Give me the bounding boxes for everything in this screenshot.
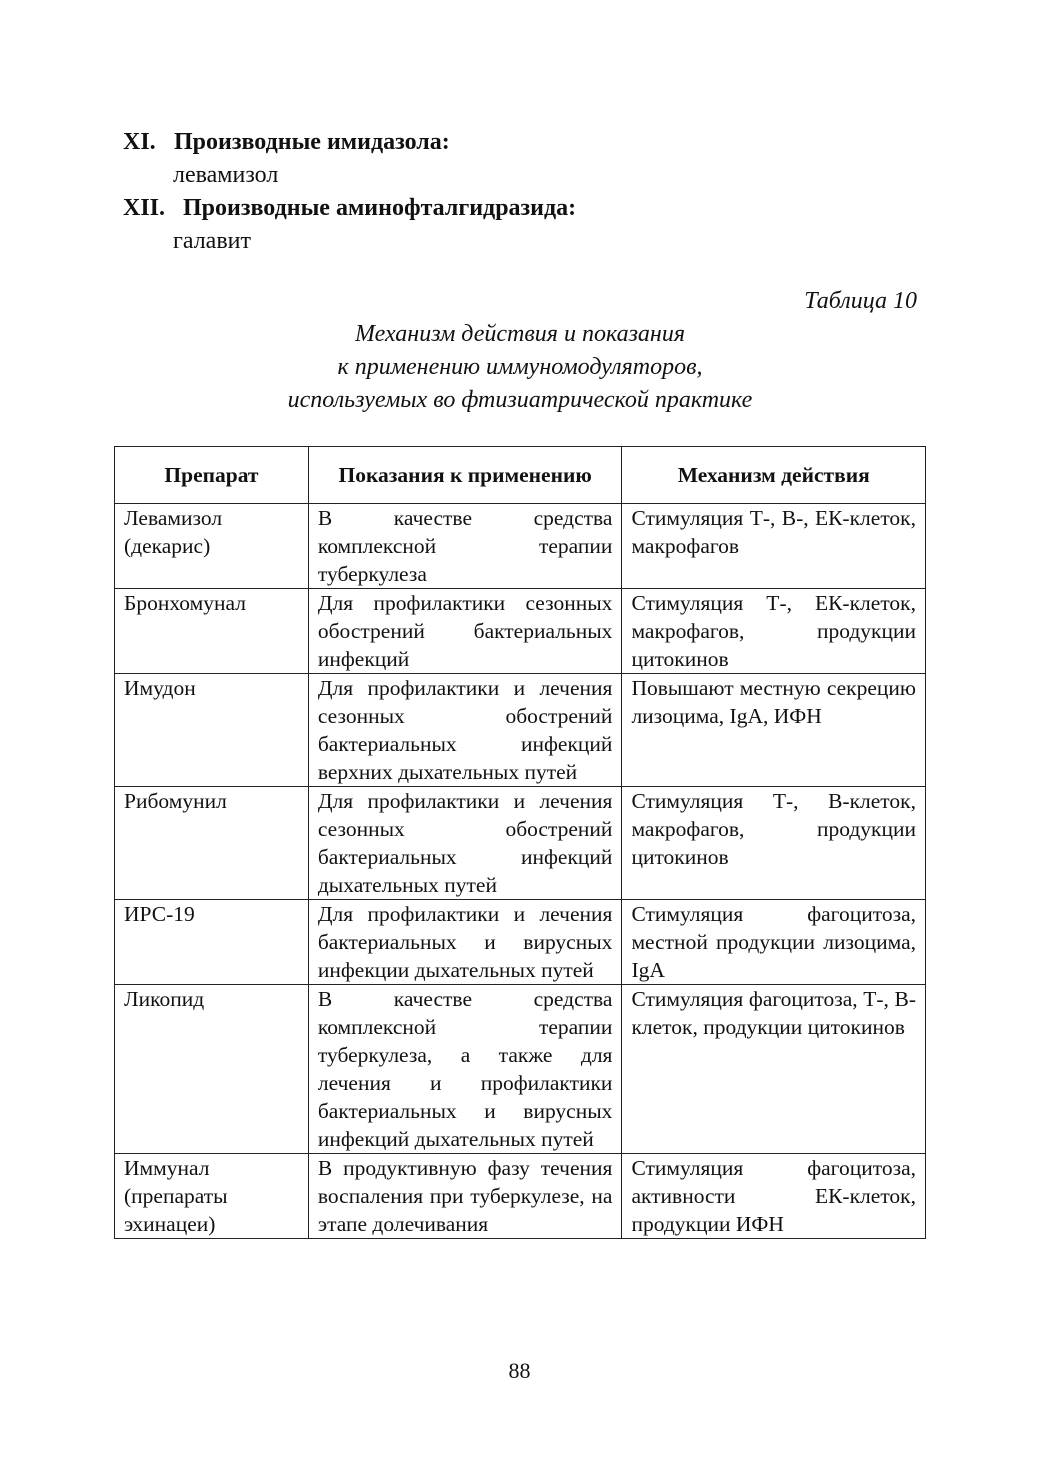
immunomodulators-table (114, 446, 926, 1239)
section-heading (123, 126, 576, 159)
header-indications: Показания к применению (308, 447, 622, 504)
cell-drug: Ликопид (115, 985, 309, 1154)
section-title: Производные имидазола: (174, 129, 450, 155)
section-title: Производные аминофталгидразида: (183, 195, 577, 221)
cell-drug: Имудон (115, 674, 309, 787)
cell-drug: Бронхомунал (115, 589, 309, 674)
caption-line: Механизм действия и показания (354, 321, 685, 347)
table-body (115, 504, 926, 1239)
cell-indications: Для профилактики и лечения сезонных обострений бактериальных инфекций дыхательных путей (308, 787, 622, 900)
header-drug: Препарат (115, 447, 309, 504)
section-heading (123, 192, 576, 225)
section-item: галавит (173, 228, 251, 254)
cell-mechanism: Стимуляция Т-, ЕК-клеток, макрофагов, продукции цитокинов (622, 589, 926, 674)
table-row (115, 589, 926, 674)
drug-group-section (123, 126, 576, 258)
cell-mechanism: Стимуляция фагоцитоза, активности ЕК-клеток, продукции ИФН (622, 1154, 926, 1239)
table-row (115, 1154, 926, 1239)
table-caption (120, 318, 920, 417)
section-number: XII. (123, 195, 166, 221)
cell-indications: Для профилактики и лечения сезонных обострений бактериальных инфекций верхних дыхательных путей (308, 674, 622, 787)
cell-drug: Рибомунил (115, 787, 309, 900)
table-header-row (115, 447, 926, 504)
cell-mechanism: Повышают местную секрецию лизоцима, IgA, ИФН (622, 674, 926, 787)
caption-line: используемых во фтизиатрической практике (287, 387, 753, 413)
cell-mechanism: Стимуляция фагоцитоза, местной продукции лизоцима, IgA (622, 900, 926, 985)
cell-drug: Левамизол (декарис) (115, 504, 309, 589)
table-row (115, 787, 926, 900)
table-row (115, 985, 926, 1154)
table-row (115, 674, 926, 787)
section-number: XI. (123, 129, 156, 155)
page-number: 88 (508, 1358, 531, 1383)
cell-mechanism: Стимуляция Т-, В-, ЕК-клеток, макрофагов (622, 504, 926, 589)
cell-drug: ИРС-19 (115, 900, 309, 985)
table-label: Таблица 10 (804, 288, 917, 314)
table-row (115, 504, 926, 589)
cell-indications: Для профилактики и лечения бактериальных и вирусных инфекции дыхательных путей (308, 900, 622, 985)
cell-drug: Иммунал (препараты эхинацеи) (115, 1154, 309, 1239)
cell-mechanism: Стимуляция Т-, В-клеток, макрофагов, продукции цитокинов (622, 787, 926, 900)
table-row (115, 900, 926, 985)
cell-mechanism: Стимуляция фагоцитоза, Т-, В-клеток, продукции цитокинов (622, 985, 926, 1154)
caption-line: к применению иммуномодуляторов, (337, 354, 703, 380)
cell-indications: В качестве средства комплексной терапии туберкулеза (308, 504, 622, 589)
cell-indications: Для профилактики сезонных обострений бактериальных инфекций (308, 589, 622, 674)
section-item: левамизол (173, 162, 279, 188)
cell-indications: В качестве средства комплексной терапии туберкулеза, а также для лечения и профилактики бактериальных и вирусных инфекций дыхательных путей (308, 985, 622, 1154)
header-mechanism: Механизм действия (622, 447, 926, 504)
cell-indications: В продуктивную фазу течения воспаления при туберкулезе, на этапе долечивания (308, 1154, 622, 1239)
